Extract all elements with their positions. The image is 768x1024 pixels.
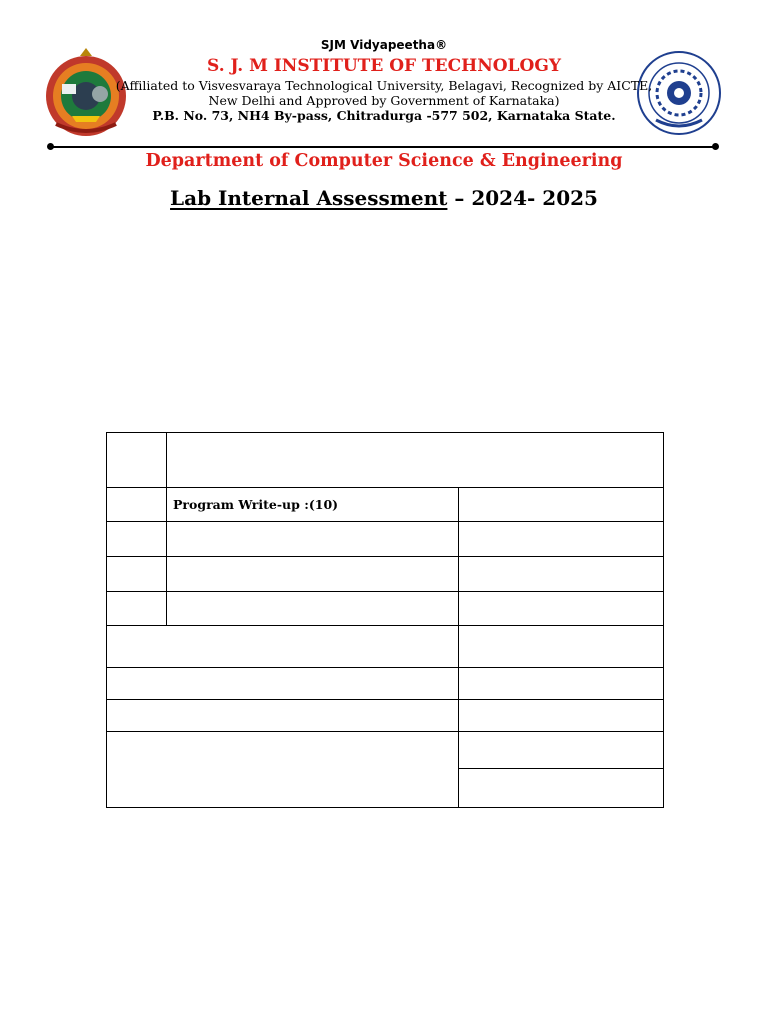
table-row: [107, 592, 664, 626]
table-cell: [167, 557, 459, 592]
program-writeup-label: Program Write-up :(10): [167, 488, 459, 522]
assessment-table: [106, 432, 664, 808]
table-cell: [107, 592, 167, 626]
table-cell: [459, 626, 664, 668]
table-cell: [167, 592, 459, 626]
table-cell: [107, 732, 459, 808]
department-title: Department of Computer Science & Engineering: [145, 151, 623, 171]
table-cell: [459, 769, 664, 808]
table-cell: [459, 700, 664, 732]
assessment-title: [0, 186, 768, 210]
table-row: [107, 700, 664, 732]
affiliation-line-1: (Affiliated to Visvesvaraya Technological University, Belagavi, Recognized by AICTE,: [115, 78, 653, 93]
table-cell: [459, 592, 664, 626]
table-cell: [107, 433, 167, 488]
header-divider: [50, 146, 716, 148]
table-cell: [459, 668, 664, 700]
affiliation-line-2: New Delhi and Approved by Government of Karnataka): [208, 93, 560, 108]
table-cell: [107, 700, 459, 732]
table-row: [107, 522, 664, 557]
table-row: [107, 668, 664, 700]
table-row: [107, 557, 664, 592]
institute-name: S. J. M INSTITUTE OF TECHNOLOGY: [207, 56, 561, 76]
divider-dot-right: [712, 143, 719, 150]
table-row: [107, 732, 664, 769]
table-cell: [167, 522, 459, 557]
table-cell: [459, 557, 664, 592]
assessment-title-main: Lab Internal Assessment: [170, 186, 448, 210]
table-cell: [459, 488, 664, 522]
table-cell: [107, 488, 167, 522]
table-cell: [107, 668, 459, 700]
table-cell: [107, 522, 167, 557]
table-cell: [459, 732, 664, 769]
divider-dot-left: [47, 143, 54, 150]
table-cell: [107, 557, 167, 592]
table-row: [107, 488, 664, 522]
table-cell: [459, 522, 664, 557]
assessment-year: – 2024- 2025: [447, 186, 598, 210]
table-cell: [107, 626, 459, 668]
trust-name: SJM Vidyapeetha®: [320, 38, 448, 52]
table-row: [107, 626, 664, 668]
institute-address: P.B. No. 73, NH4 By-pass, Chitradurga -577 502, Karnataka State.: [152, 108, 616, 123]
table-cell: [167, 433, 664, 488]
table-row: [107, 433, 664, 488]
